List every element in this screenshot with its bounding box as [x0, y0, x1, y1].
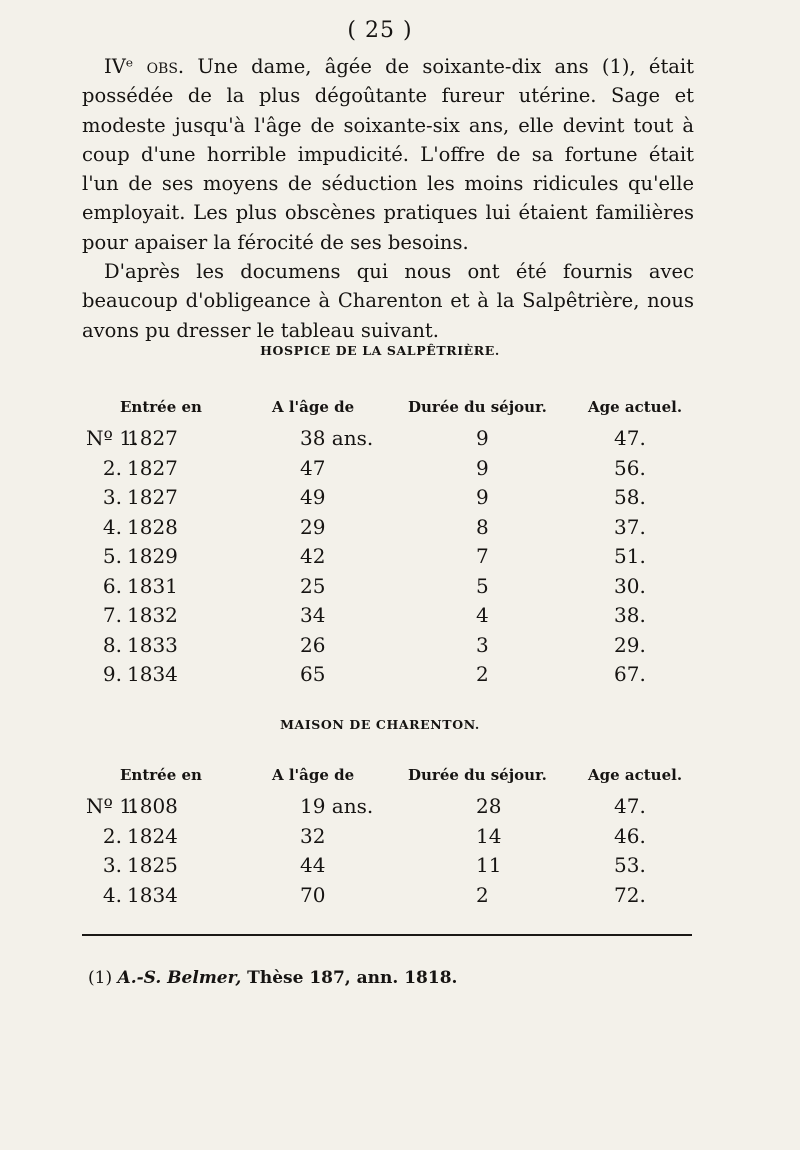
cell-current-age: 53.	[614, 853, 646, 877]
cell-entry-year: 1833	[127, 632, 178, 657]
header-duree: Durée du séjour.	[408, 398, 547, 416]
cell-number: 5.	[102, 544, 122, 568]
footnote-marker: (1)	[88, 968, 113, 988]
cell-entry-year: 1834	[127, 882, 178, 907]
cell-entry-year: 1827	[127, 455, 178, 480]
table-header-row	[0, 398, 800, 428]
cell-entry-year: 1834	[127, 662, 178, 686]
cell-current-age: 38.	[614, 603, 646, 627]
cell-entry-year: 1827	[127, 426, 178, 450]
body-text	[82, 52, 694, 345]
cell-number: 2.	[102, 455, 122, 480]
cell-current-age: 56.	[614, 455, 646, 480]
header-duree: Durée du séjour.	[408, 766, 547, 784]
cell-entry-year: 1831	[127, 573, 178, 598]
cell-number: 3.	[102, 853, 122, 877]
cell-entry-year: 1824	[127, 823, 178, 848]
header-age-actuel: Age actuel.	[588, 398, 683, 416]
cell-duration: 9	[476, 455, 489, 480]
cell-age: 19 ans.	[300, 794, 374, 818]
cell-duration: 3	[476, 632, 489, 657]
table-row	[0, 633, 800, 663]
table-title-charenton: MAISON DE CHARENTON.	[280, 717, 480, 732]
cell-current-age: 37.	[614, 514, 646, 539]
cell-age: 25	[300, 573, 326, 598]
cell-number: Nº 1.	[86, 426, 139, 450]
footnote	[88, 968, 457, 988]
intro-paragraph: D'après les documens qui nous ont été fournis avec beaucoup d'obligeance à Charenton et à la Salpêtrière, nous avons pu dresser le tableau suivant.	[82, 260, 694, 342]
cell-duration: 9	[476, 426, 489, 450]
header-age-actuel: Age actuel.	[588, 766, 683, 784]
header-entree: Entrée en	[120, 766, 202, 784]
header-entree: Entrée en	[120, 398, 202, 416]
cell-age: 38 ans.	[300, 426, 374, 450]
table-row	[0, 662, 800, 692]
cell-current-age: 29.	[614, 632, 646, 657]
cell-duration: 14	[476, 823, 502, 848]
page-number: ( 25 )	[347, 18, 413, 43]
footnote-rule	[82, 934, 692, 936]
cell-age: 42	[300, 544, 326, 568]
table-row	[0, 824, 800, 854]
cell-entry-year: 1825	[127, 853, 178, 877]
cell-duration: 7	[476, 544, 489, 568]
table-row	[0, 485, 800, 515]
cell-age: 44	[300, 853, 326, 877]
table-header-row	[0, 766, 800, 796]
footnote-text: Thèse 187, ann. 1818.	[241, 968, 458, 988]
cell-age: 49	[300, 485, 326, 509]
cell-current-age: 51.	[614, 544, 646, 568]
cell-duration: 11	[476, 853, 502, 877]
observation-abbrev: obs.	[146, 55, 185, 78]
cell-number: 4.	[102, 514, 122, 539]
cell-age: 34	[300, 603, 326, 627]
cell-number: 8.	[102, 632, 122, 657]
cell-number: 2.	[102, 823, 122, 848]
cell-number: 4.	[102, 882, 122, 907]
header-age: A l'âge de	[272, 398, 355, 416]
table-title-salpetriere: HOSPICE DE LA SALPÊTRIÈRE.	[260, 343, 500, 358]
cell-current-age: 47.	[614, 426, 646, 450]
table-row	[0, 883, 800, 913]
cell-entry-year: 1832	[127, 603, 178, 627]
observation-paragraph	[82, 52, 694, 257]
cell-duration: 2	[476, 662, 489, 686]
cell-current-age: 46.	[614, 823, 646, 848]
table-row	[0, 794, 800, 824]
cell-duration: 4	[476, 603, 489, 627]
footnote-author: A.-S. Belmer,	[117, 968, 242, 988]
table-row	[0, 603, 800, 633]
cell-duration: 9	[476, 485, 489, 509]
cell-duration: 2	[476, 882, 489, 907]
observation-text: Une dame, âgée de soixante-dix ans (1), était possédée de la plus dégoûtante fureur utérine. Sage et modeste jusqu'à l'âge de soixante-six ans, elle devint tout à coup d'une horrible impudicité. L'offre de sa fortune était l'un de ses moyens de séduction les moins ridicules qu'elle employait. Les plus obscènes pratiques lui étaient familières pour apaiser la férocité de ses besoins.	[82, 55, 694, 254]
header-age: A l'âge de	[272, 766, 355, 784]
cell-duration: 5	[476, 573, 489, 598]
cell-current-age: 47.	[614, 794, 646, 818]
table-row	[0, 853, 800, 883]
cell-number: 9.	[102, 662, 122, 686]
cell-age: 32	[300, 823, 326, 848]
cell-entry-year: 1829	[127, 544, 178, 568]
observation-number: IVᵉ	[104, 55, 134, 78]
cell-entry-year: 1827	[127, 485, 178, 509]
table-row	[0, 515, 800, 545]
table-row	[0, 426, 800, 456]
cell-age: 29	[300, 514, 326, 539]
cell-age: 26	[300, 632, 326, 657]
cell-age: 65	[300, 662, 326, 686]
cell-duration: 8	[476, 514, 489, 539]
cell-number: 3.	[102, 485, 122, 509]
cell-current-age: 30.	[614, 573, 646, 598]
table-row	[0, 544, 800, 574]
cell-entry-year: 1828	[127, 514, 178, 539]
cell-age: 70	[300, 882, 326, 907]
cell-current-age: 72.	[614, 882, 646, 907]
cell-number: Nº 1.	[86, 794, 139, 818]
table-row	[0, 574, 800, 604]
cell-duration: 28	[476, 794, 502, 818]
cell-number: 7.	[102, 603, 122, 627]
cell-current-age: 67.	[614, 662, 646, 686]
cell-age: 47	[300, 455, 326, 480]
cell-current-age: 58.	[614, 485, 646, 509]
cell-entry-year: 1808	[127, 794, 178, 818]
cell-number: 6.	[102, 573, 122, 598]
table-row	[0, 456, 800, 486]
